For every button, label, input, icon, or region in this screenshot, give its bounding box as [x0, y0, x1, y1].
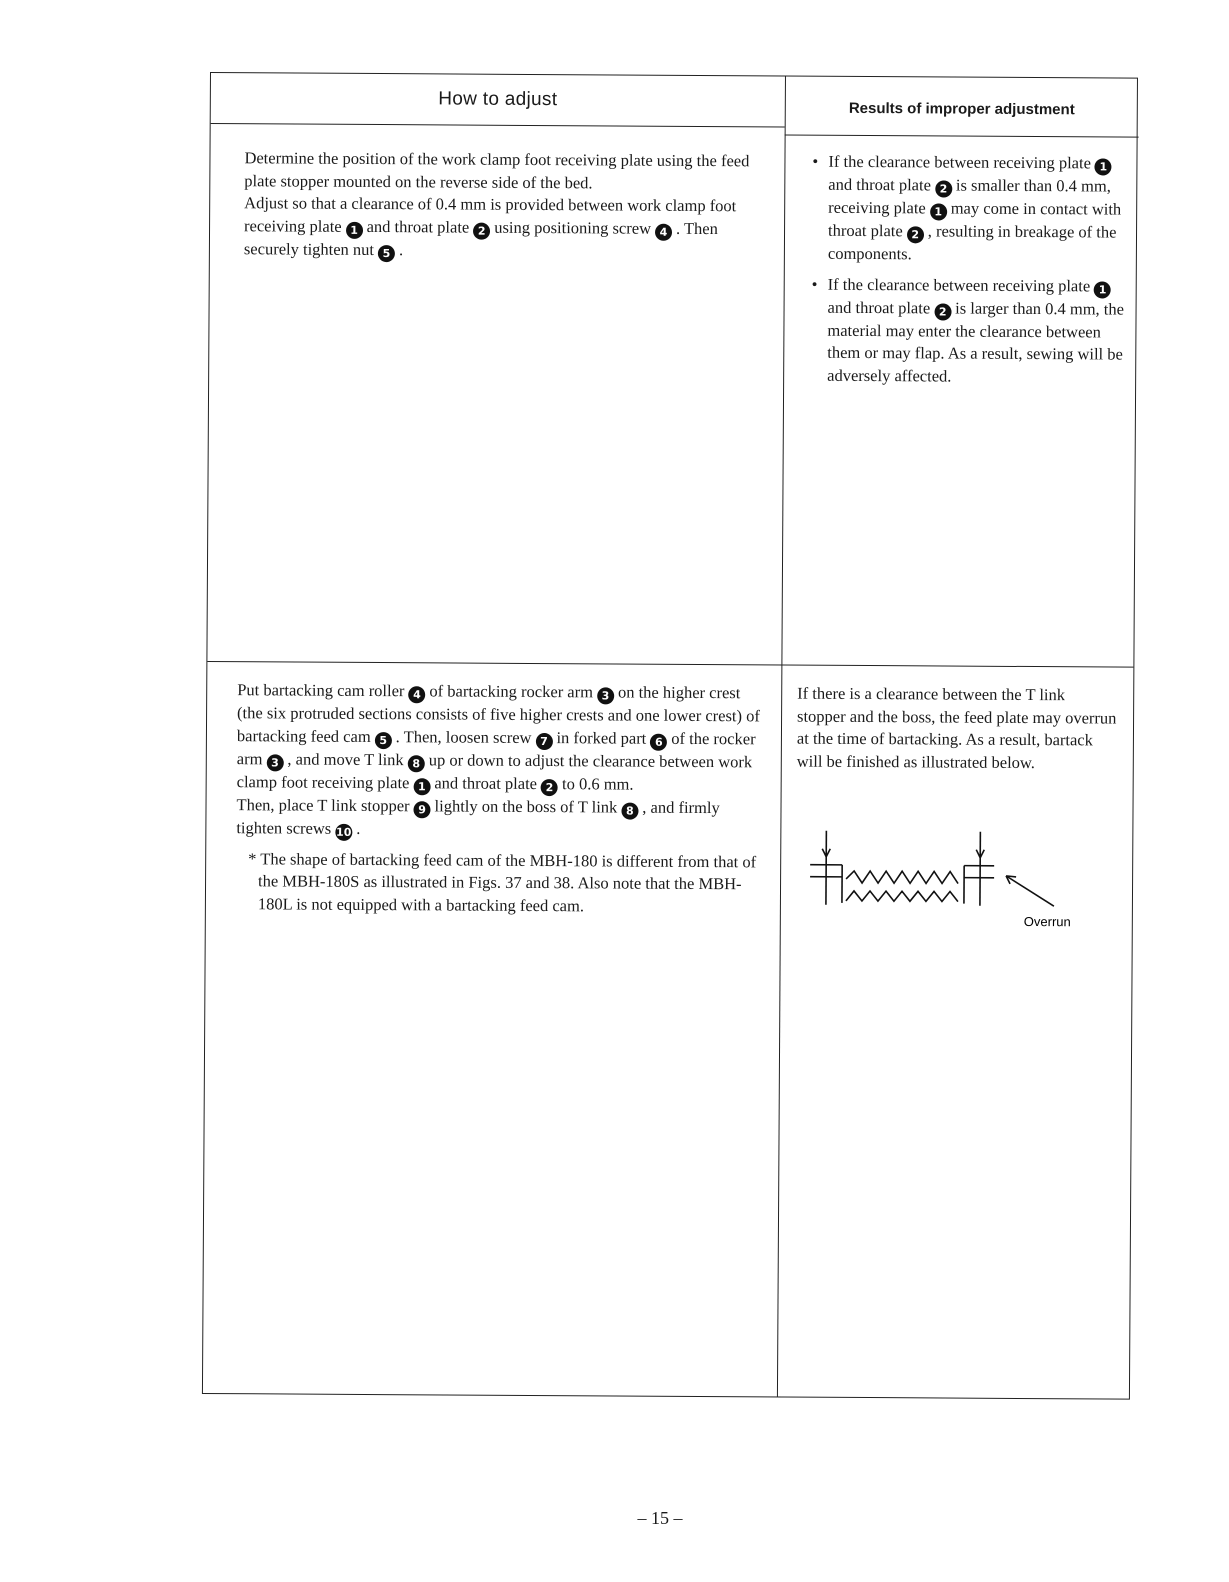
- marker-8: 8: [621, 802, 638, 819]
- section1-how-p2-e: .: [399, 239, 404, 259]
- section2-how-p1: [237, 679, 768, 797]
- s2-t8: up or down to adjust the clearance between work clamp foot receiving plate: [236, 749, 753, 792]
- s2-t12: lightly on the boss of T link: [434, 795, 618, 817]
- row-divider: [207, 661, 1133, 668]
- section1-how-p2: [244, 192, 754, 264]
- page-number: – 15 –: [637, 1508, 683, 1528]
- marker-4: 4: [408, 686, 425, 703]
- section1-result-bullet-2: [827, 273, 1128, 388]
- section2-results-text: If there is a clearance between the T link stopper and the boss, the feed plate may overrun at the time of bartacking. As a result, bartack will be finished as illustrated below.: [796, 683, 1117, 772]
- b2-b: and throat plate: [827, 297, 931, 317]
- marker-1: 1: [1095, 158, 1112, 175]
- marker-2: 2: [934, 303, 951, 320]
- section2-how-note: * The shape of bartacking feed cam of the MBH-180 is different from that of the MBH-180S as illustrated in Figs. 37 and 38. Also note that the MBH-180L is not equipped with a bartacking feed cam.: [248, 848, 757, 915]
- marker-9: 9: [414, 801, 431, 818]
- column-divider: [777, 77, 786, 1397]
- s2-t2: of bartacking rocker arm: [429, 681, 594, 702]
- marker-10: 10: [335, 823, 352, 840]
- section1-how-cell: [244, 147, 755, 264]
- marker-7: 7: [535, 733, 552, 750]
- header-results-improper: Results of improper adjustment: [848, 99, 1075, 118]
- s2-t4: . Then, loosen screw: [395, 726, 532, 747]
- marker-1: 1: [346, 221, 363, 238]
- s2-t11: Then, place T link stopper: [236, 794, 410, 815]
- b1-b: and throat plate: [828, 174, 932, 195]
- b1-c: is smaller than 0.4 mm, receiving plate: [828, 175, 1111, 218]
- section1-results-list: [827, 151, 1128, 389]
- s2-t5: in forked part: [556, 727, 647, 748]
- section1-how-p2-a: Adjust so that a clearance of 0.4 mm is provided between work clamp foot receiving plate: [244, 193, 737, 236]
- marker-1: 1: [930, 203, 947, 220]
- marker-5: 5: [375, 732, 392, 749]
- b1-e: , resulting in breakage of the components.: [827, 221, 1117, 264]
- marker-1: 1: [413, 778, 430, 795]
- s2-t7: , and move T link: [287, 748, 404, 769]
- section1-results-cell: [827, 151, 1128, 397]
- s2-t3: on the higher crest (the six protruded sections consists of five higher crests and one lower crest) of bartacking feed cam: [236, 682, 760, 746]
- marker-8: 8: [408, 755, 425, 772]
- marker-2: 2: [473, 222, 490, 239]
- header-divider-right: [785, 135, 1139, 138]
- marker-4: 4: [655, 223, 672, 240]
- s2-t1: Put bartacking cam roller: [237, 680, 405, 701]
- section1-result-bullet-1: [828, 151, 1129, 267]
- b1-a: If the clearance between receiving plate: [828, 151, 1091, 173]
- s2-t6: of the rocker arm: [236, 728, 756, 768]
- adjustment-table: [202, 72, 1138, 1400]
- diagram-lines: [810, 831, 1054, 906]
- marker-2: 2: [541, 779, 558, 796]
- b2-c: is larger than 0.4 mm, the material may enter the clearance between them or may flap. As a result, sewing will be adversely affected.: [827, 298, 1125, 386]
- b1-d: may come in contact with throat plate: [827, 198, 1122, 241]
- b2-a: If the clearance between receiving plate: [827, 274, 1091, 295]
- section2-results-cell: [797, 683, 1118, 775]
- marker-3: 3: [597, 687, 614, 704]
- marker-1: 1: [1094, 281, 1111, 298]
- s2-t9: and throat plate: [434, 772, 538, 793]
- s2-t14: .: [356, 818, 361, 838]
- section1-how-p2-d: . Then securely tighten nut: [243, 218, 718, 259]
- bartack-overrun-diagram: [806, 827, 1097, 939]
- section2-how-cell: [236, 679, 767, 918]
- marker-5: 5: [378, 245, 395, 262]
- s2-t10: to 0.6 mm.: [561, 773, 634, 794]
- marker-2: 2: [907, 226, 924, 243]
- section1-how-p2-b: and throat plate: [366, 216, 470, 237]
- marker-3: 3: [266, 754, 283, 771]
- marker-2: 2: [935, 180, 952, 197]
- section2-how-p2: [236, 794, 766, 843]
- section1-how-p1: Determine the position of the work clamp foot receiving plate using the feed plate stopper mounted on the reverse side of the bed.: [244, 148, 750, 192]
- overrun-label: Overrun: [1023, 913, 1071, 930]
- header-how-to-adjust: How to adjust: [438, 88, 558, 111]
- section1-how-p2-c: using positioning screw: [494, 217, 652, 238]
- marker-6: 6: [650, 733, 667, 750]
- s2-t13: , and firmly tighten screws: [236, 797, 720, 838]
